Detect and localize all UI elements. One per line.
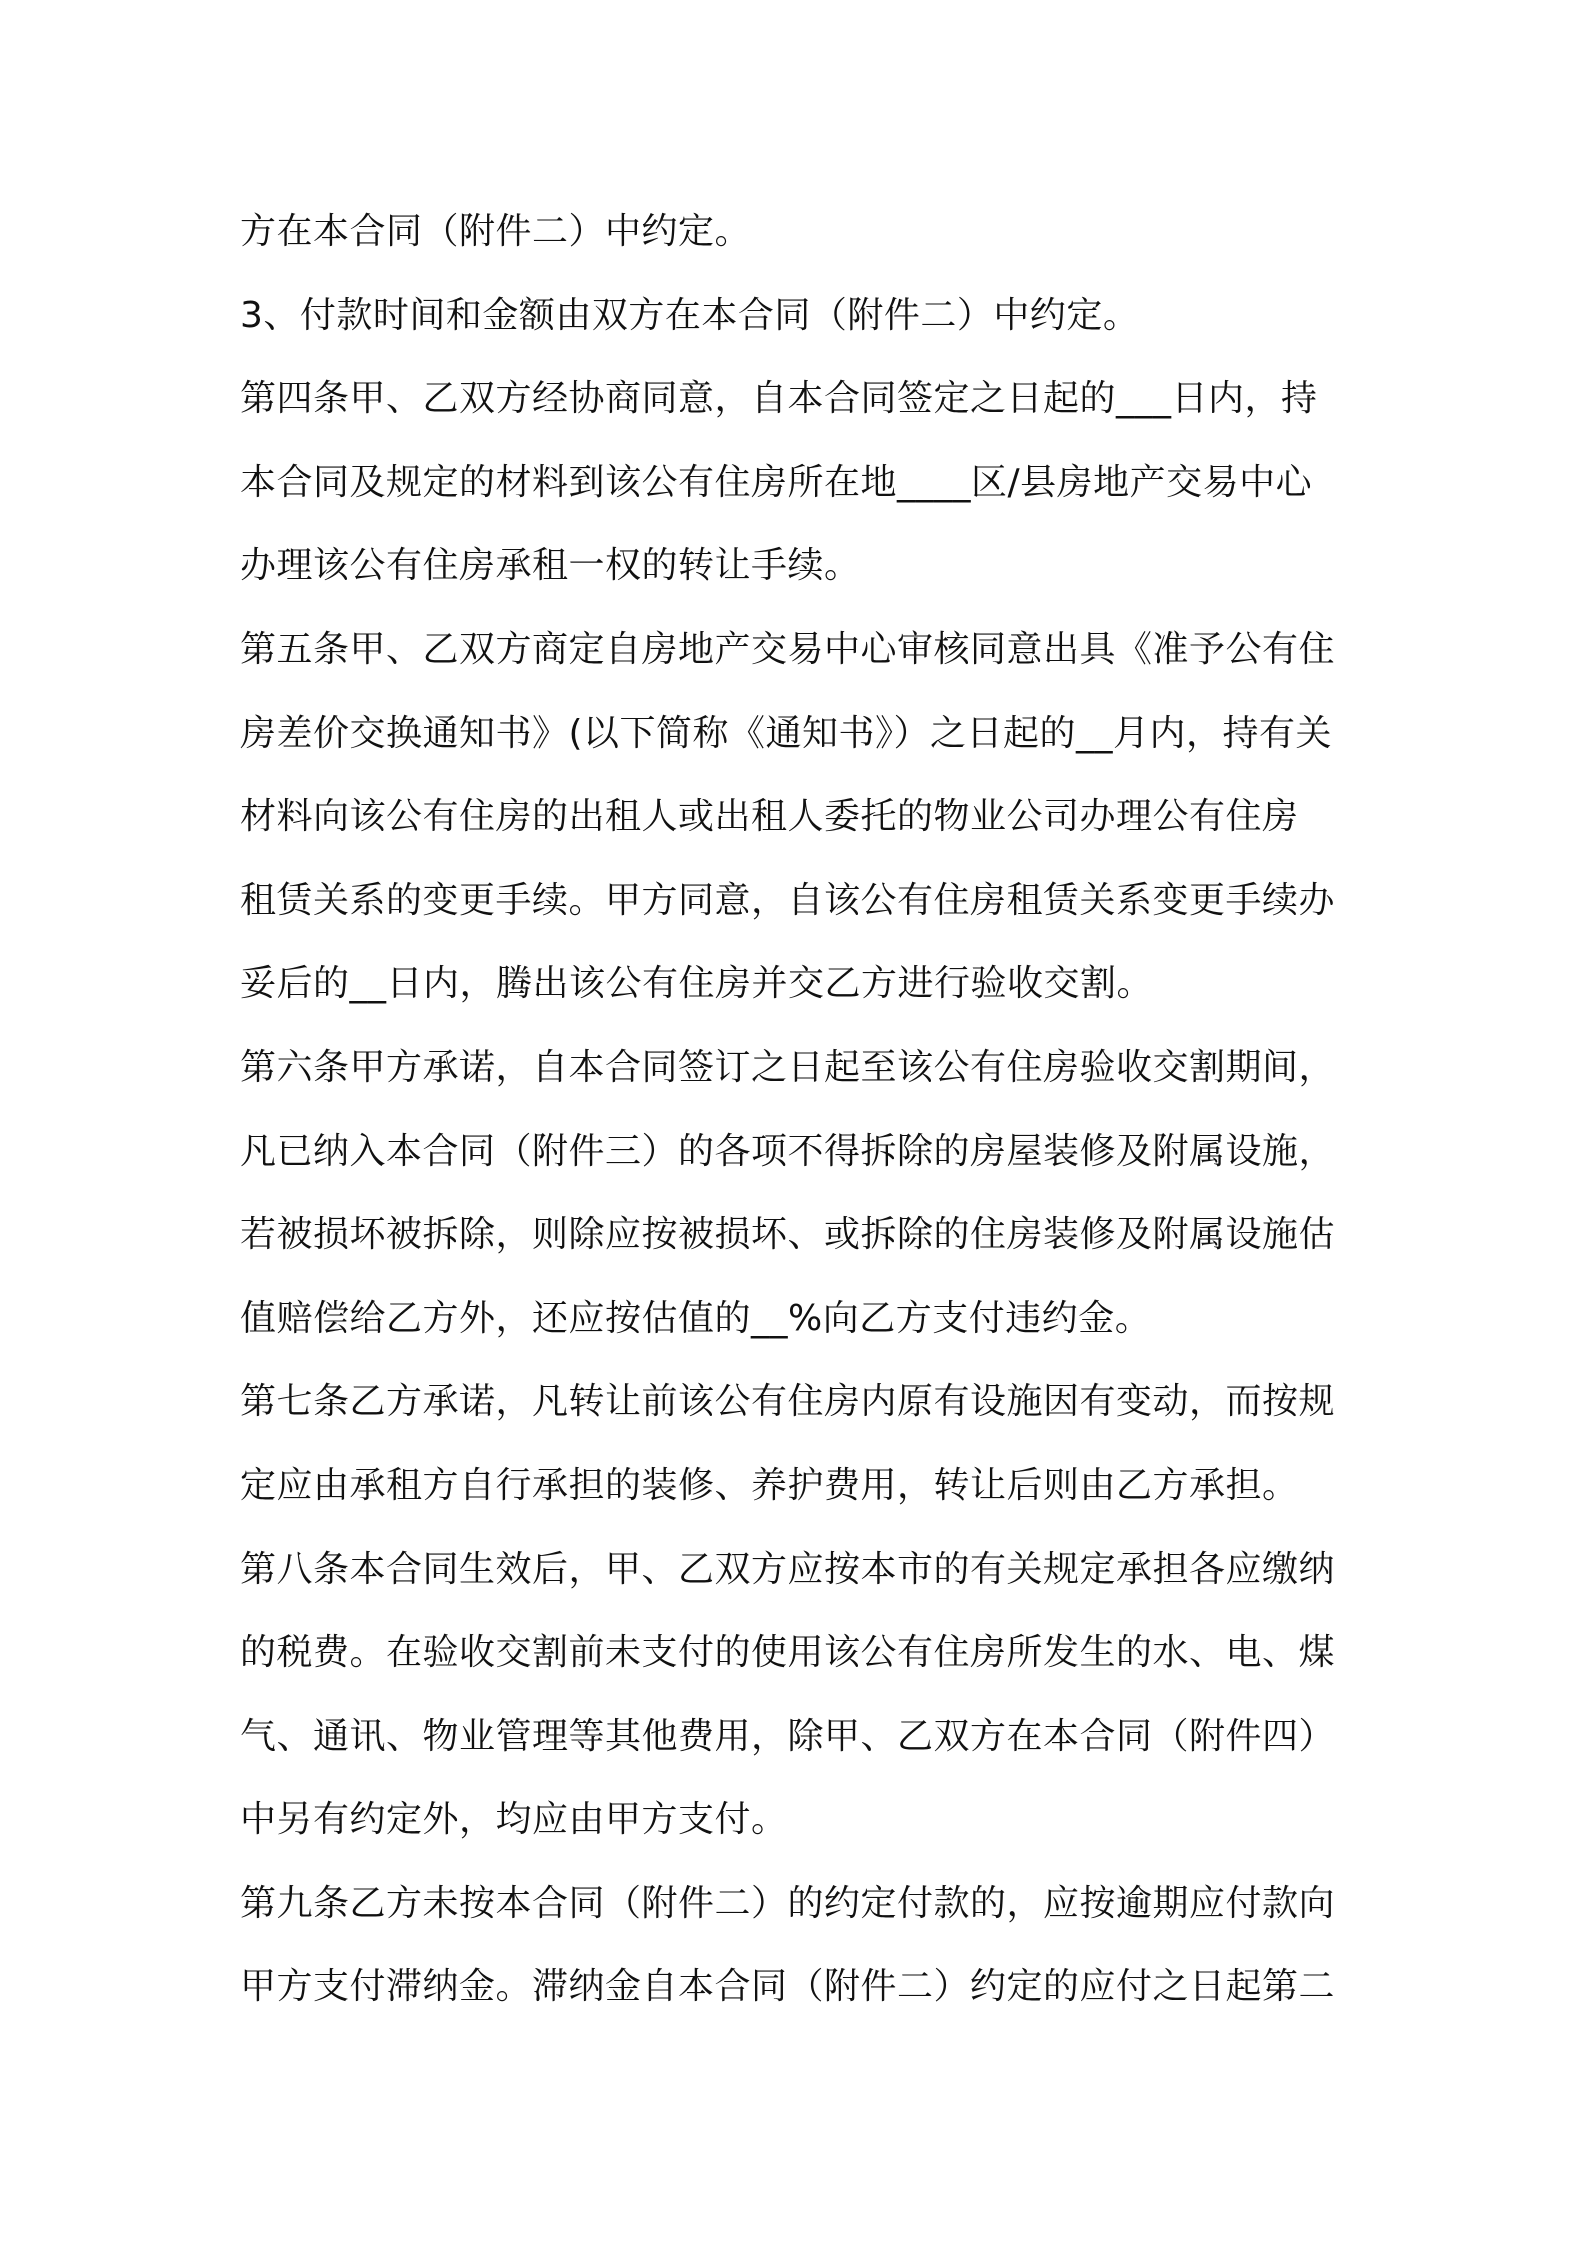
text-line: 定应由承租方自行承担的装修、养护费用，转让后则由乙方承担。	[240, 1464, 1299, 1506]
text-line: 方在本合同（附件二）中约定。	[240, 211, 752, 252]
text-line: 值赔偿给乙方外，还应按估值的__%向乙方支付违约金。	[240, 1297, 1152, 1339]
contract-text-body	[240, 190, 1360, 2029]
text-line: 妥后的__日内，腾出该公有住房并交乙方进行验收交割。	[240, 963, 1154, 1005]
text-line: 第九条乙方未按本合同（附件二）的约定付款的，应按逾期应付款向	[240, 1882, 1336, 1924]
text-line: 房差价交换通知书》(以下简称《通知书》）之日起的__月内，持有关	[240, 712, 1333, 754]
text-line: 租赁关系的变更手续。甲方同意，自该公有住房租赁关系变更手续办	[240, 879, 1336, 921]
text-line: 第五条甲、乙双方商定自房地产交易中心审核同意出具《准予公有住	[240, 628, 1336, 670]
text-line: 甲方支付滞纳金。滞纳金自本合同（附件二）约定的应付之日起第二	[240, 1966, 1336, 2008]
text-line: 材料向该公有住房的出租人或出租人委托的物业公司办理公有住房	[240, 796, 1299, 838]
text-line: 本合同及规定的材料到该公有住房所在地____区/县房地产交易中心	[240, 461, 1313, 503]
text-line: 办理该公有住房承租一权的转让手续。	[240, 545, 861, 587]
text-line: 中另有约定外，均应由甲方支付。	[240, 1799, 788, 1841]
text-line: 第四条甲、乙双方经协商同意，自本合同签定之日起的___日内，持	[240, 378, 1318, 420]
text-line: 第六条甲方承诺，自本合同签订之日起至该公有住房验收交割期间，	[240, 1046, 1336, 1088]
text-line: 第八条本合同生效后，甲、乙双方应按本市的有关规定承担各应缴纳	[240, 1548, 1336, 1590]
text-line: 3、付款时间和金额由双方在本合同（附件二）中约定。	[240, 294, 1140, 336]
text-line: 的税费。在验收交割前未支付的使用该公有住房所发生的水、电、煤	[240, 1632, 1336, 1674]
text-line: 凡已纳入本合同（附件三）的各项不得拆除的房屋装修及附属设施，	[240, 1130, 1336, 1172]
text-line: 气、通讯、物业管理等其他费用，除甲、乙双方在本合同（附件四）	[240, 1715, 1336, 1757]
text-line: 若被损坏被拆除，则除应按被损坏、或拆除的住房装修及附属设施估	[240, 1214, 1336, 1256]
text-line: 第七条乙方承诺，凡转让前该公有住房内原有设施因有变动，而按规	[240, 1381, 1336, 1423]
